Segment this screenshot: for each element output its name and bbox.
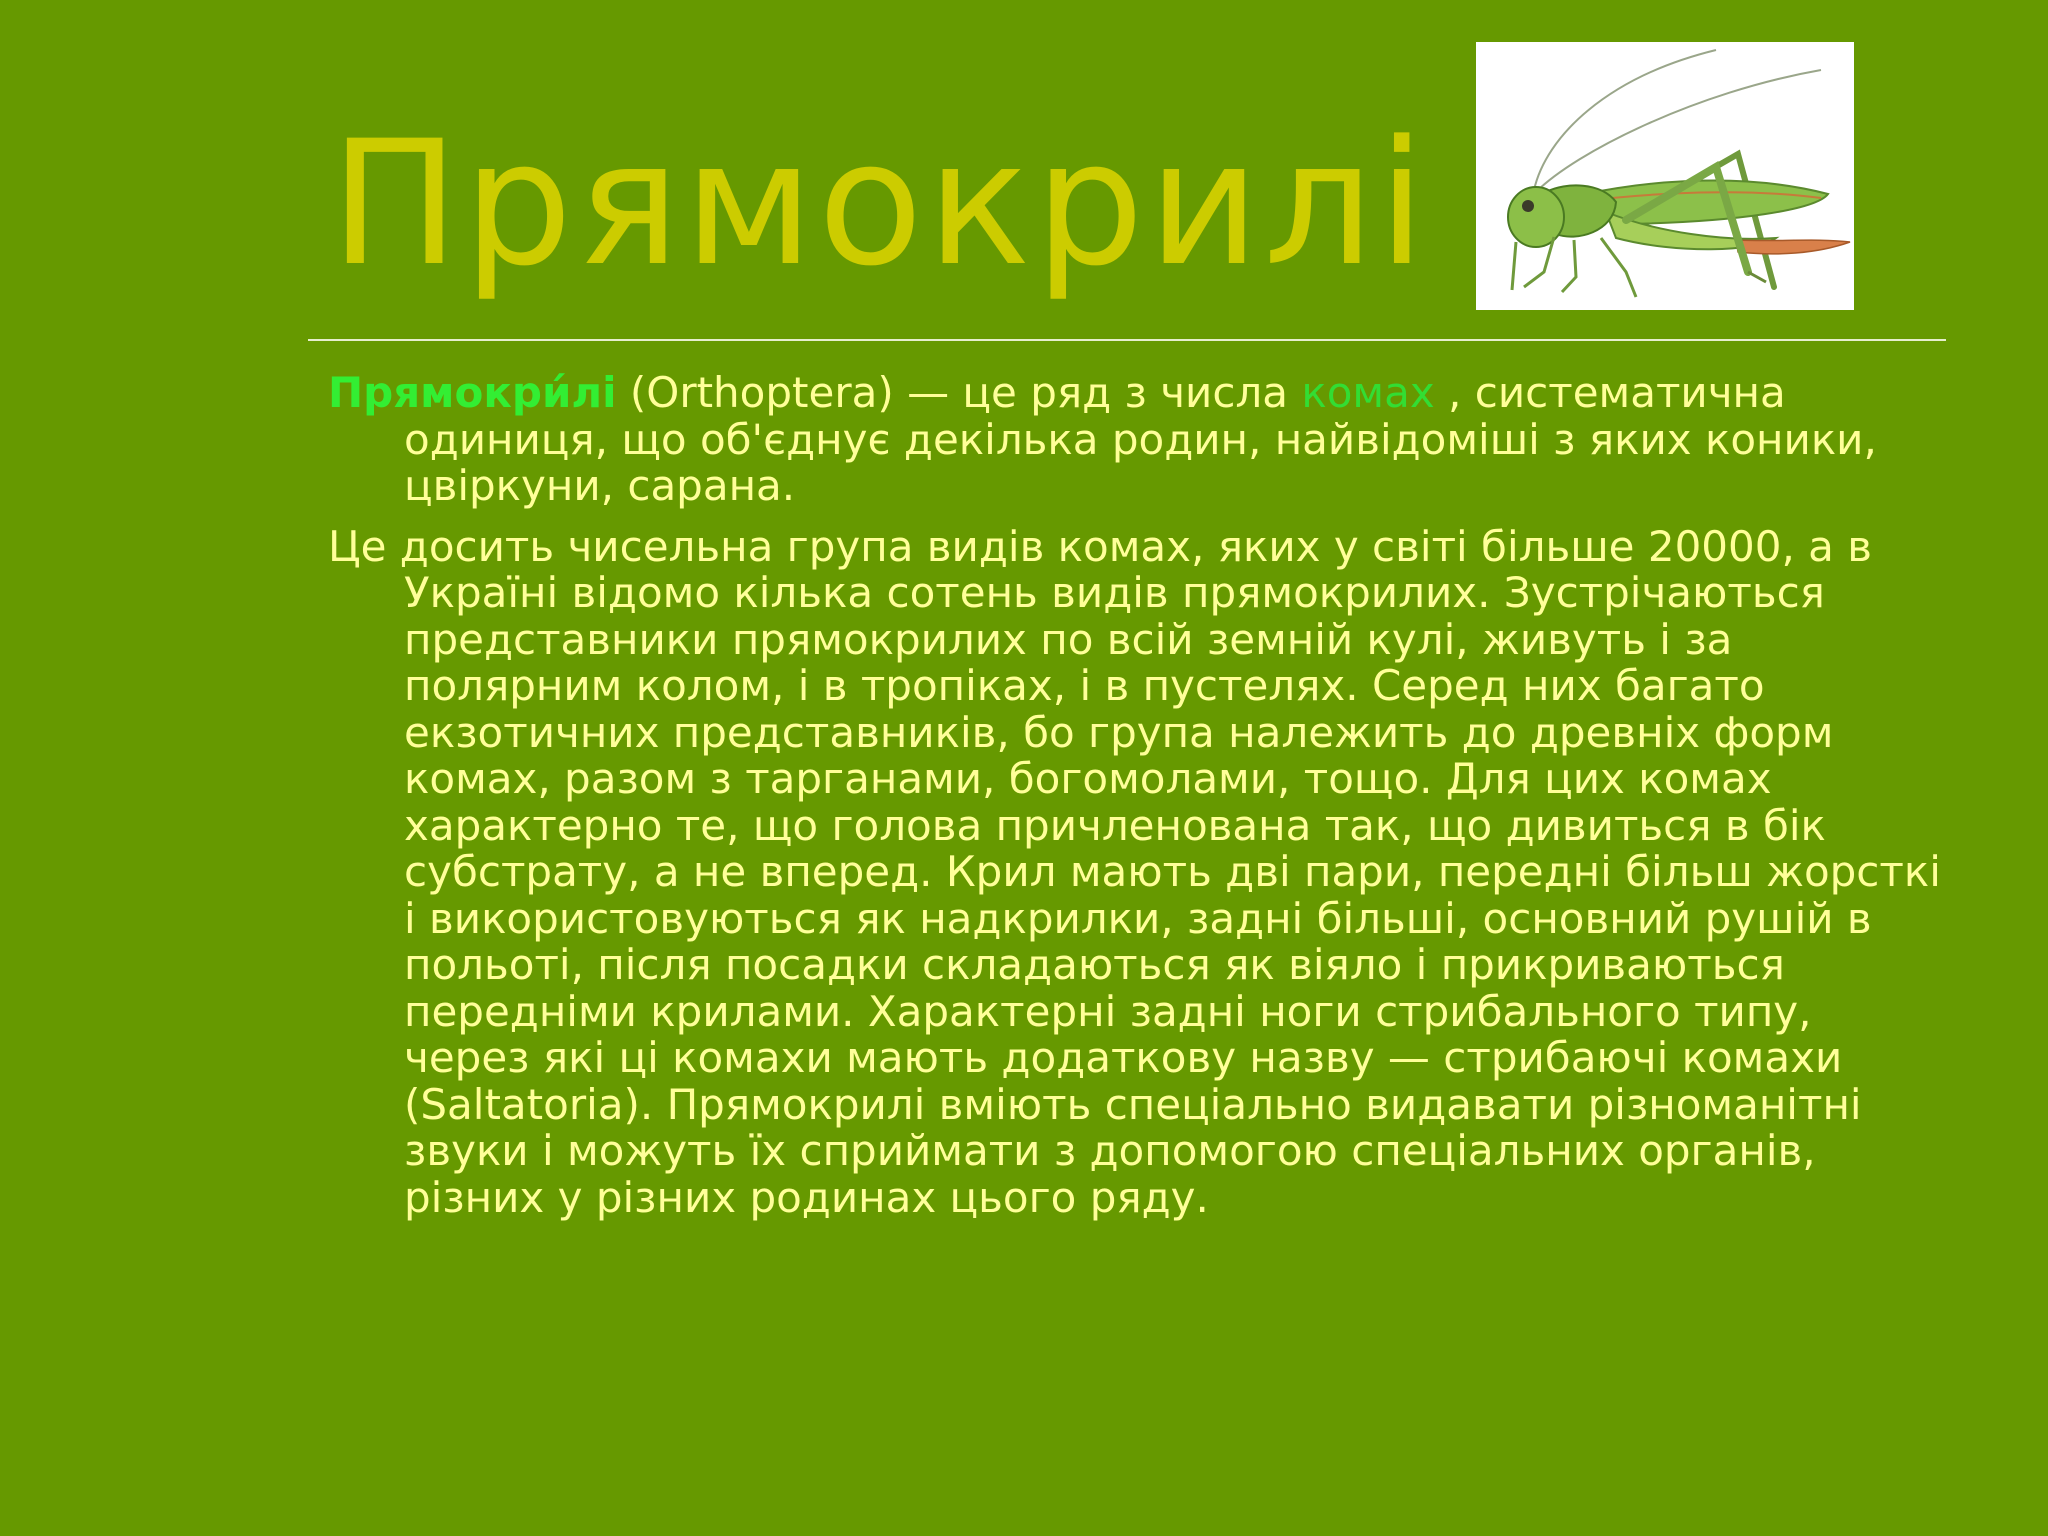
title-divider <box>308 339 1946 341</box>
term-highlight: Прямокри́лі <box>328 368 617 417</box>
description-paragraph: Це досить чисельна група видів комах, яких у світі більше 20000, а в Україні відомо кілька сотень видів прямокрилих. Зустрічаються представники прямокрилих по всій земній кулі, живуть і за полярним колом, і в тропіках, і в пустелях. Серед них багато екзотичних представників, бо група належить до древніх форм комах, разом з тарганами, богомолами, тощо. Для цих комах характерно те, що голова причленована так, що дивиться в бік субстрату, а не вперед. Крил мають дві пари, передні більш жорсткі і використовуються як надкрилки, задні більші, основний рушій в польоті, після посадки складаються як віяло і прикриваються передніми крилами. Характерні задні ноги стрибального типу, через які ці комахи мають додаткову назву — стрибаючі комахи (Saltatoria). Прямокрилі вміють спеціально видавати різноманітні звуки і можуть їх сприймати з допомогою спеціальних органів, різних у різних родинах цього ряду. <box>328 521 1941 1222</box>
intro-text-continued: , систематична одиниця, що об'єднує декілька родин, найвідоміші з яких коники, цвіркуни, сарана. <box>404 368 1877 510</box>
grasshopper-image <box>1476 42 1854 310</box>
insects-link[interactable]: комах <box>1301 368 1435 417</box>
intro-text: (Orthoptera) — це ряд з числа <box>616 368 1302 417</box>
intro-paragraph <box>328 370 1948 510</box>
slide-title: Прямокрилі <box>330 103 1430 304</box>
slide-body <box>328 370 1948 1235</box>
grasshopper-illustration <box>1476 42 1854 310</box>
